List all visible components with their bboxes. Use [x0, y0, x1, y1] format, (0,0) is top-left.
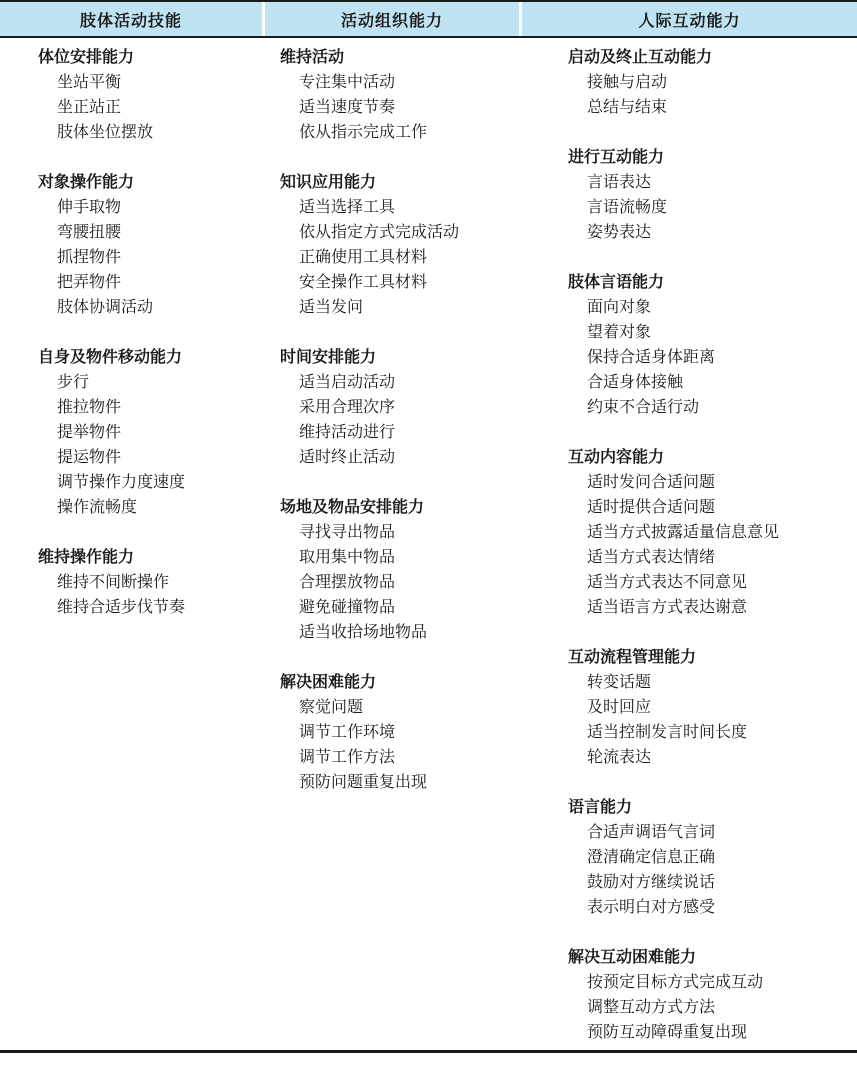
group-item: 预防问题重复出现 [299, 772, 428, 791]
group-item: 调整互动方式方法 [587, 997, 716, 1016]
skill-group [38, 169, 263, 319]
column-limb-skills [38, 44, 263, 644]
group-item: 适当语言方式表达谢意 [587, 597, 748, 616]
column-interpersonal [568, 44, 853, 1069]
group-item: 姿势表达 [587, 222, 652, 241]
group-item: 弯腰扭腰 [57, 222, 122, 241]
group-item: 适当方式披露适量信息意见 [587, 522, 780, 541]
group-item: 按预定目标方式完成互动 [587, 972, 764, 991]
group-item: 保持合适身体距离 [587, 347, 716, 366]
group-item: 维持合适步伐节奏 [57, 597, 186, 616]
skill-group [568, 644, 853, 769]
group-item: 依从指定方式完成活动 [299, 222, 460, 241]
group-item: 适时终止活动 [299, 447, 396, 466]
group-title: 维持活动 [280, 47, 345, 66]
group-item: 伸手取物 [57, 197, 122, 216]
group-item: 适当方式表达情绪 [587, 547, 716, 566]
skill-group [280, 494, 560, 644]
group-item: 总结与结束 [587, 97, 668, 116]
group-item: 适当启动活动 [299, 372, 396, 391]
group-item: 表示明白对方感受 [587, 897, 716, 916]
group-item: 维持不间断操作 [57, 572, 170, 591]
group-item: 推拉物件 [57, 397, 122, 416]
skill-group [568, 944, 853, 1044]
group-item: 言语流畅度 [587, 197, 668, 216]
group-item: 操作流畅度 [57, 497, 138, 516]
group-title: 知识应用能力 [280, 172, 377, 191]
column-activity-organization [280, 44, 560, 819]
group-item: 坐站平衡 [57, 72, 122, 91]
skill-group [568, 794, 853, 919]
group-title: 维持操作能力 [38, 547, 135, 566]
group-title: 启动及终止互动能力 [568, 47, 713, 66]
group-item: 调节工作方法 [299, 747, 396, 766]
skill-group [38, 44, 263, 144]
group-title: 时间安排能力 [280, 347, 377, 366]
group-item: 转变话题 [587, 672, 652, 691]
group-item: 采用合理次序 [299, 397, 396, 416]
table-header [0, 2, 857, 36]
group-title: 进行互动能力 [568, 147, 665, 166]
group-item: 提举物件 [57, 422, 122, 441]
skill-group [38, 544, 263, 619]
header-limb-skills: 肢体活动技能 [0, 2, 262, 36]
group-title: 自身及物件移动能力 [38, 347, 183, 366]
group-item: 适时提供合适问题 [587, 497, 716, 516]
group-item: 言语表达 [587, 172, 652, 191]
group-item: 及时回应 [587, 697, 652, 716]
skill-group [568, 444, 853, 619]
group-item: 调节工作环境 [299, 722, 396, 741]
header-activity-organization: 活动组织能力 [265, 2, 519, 36]
group-item: 取用集中物品 [299, 547, 396, 566]
group-title: 肢体言语能力 [568, 272, 665, 291]
group-item: 调节操作力度速度 [57, 472, 186, 491]
group-item: 适当控制发言时间长度 [587, 722, 748, 741]
group-item: 澄清确定信息正确 [587, 847, 716, 866]
header-rule [0, 36, 857, 38]
group-item: 鼓励对方继续说话 [587, 872, 716, 891]
group-title: 语言能力 [568, 797, 633, 816]
group-item: 寻找寻出物品 [299, 522, 396, 541]
group-item: 轮流表达 [587, 747, 652, 766]
group-item: 适当收拾场地物品 [299, 622, 428, 641]
group-item: 预防互动障碍重复出现 [587, 1022, 748, 1041]
group-title: 解决困难能力 [280, 672, 377, 691]
group-item: 适当发问 [299, 297, 364, 316]
skill-group [280, 44, 560, 144]
group-title: 场地及物品安排能力 [280, 497, 425, 516]
skill-group [38, 344, 263, 519]
group-item: 提运物件 [57, 447, 122, 466]
skill-group [280, 169, 560, 319]
group-item: 适当选择工具 [299, 197, 396, 216]
group-item: 维持活动进行 [299, 422, 396, 441]
group-item: 合适身体接触 [587, 372, 684, 391]
group-item: 肢体坐位摆放 [57, 122, 154, 141]
group-item: 肢体协调活动 [57, 297, 154, 316]
group-title: 互动内容能力 [568, 447, 665, 466]
group-item: 约束不合适行动 [587, 397, 700, 416]
group-item: 适当速度节奏 [299, 97, 396, 116]
group-item: 避免碰撞物品 [299, 597, 396, 616]
header-interpersonal: 人际互动能力 [522, 2, 857, 36]
group-title: 解决互动困难能力 [568, 947, 697, 966]
group-item: 接触与启动 [587, 72, 668, 91]
group-item: 坐正站正 [57, 97, 122, 116]
group-item: 依从指示完成工作 [299, 122, 428, 141]
skill-group [280, 669, 560, 794]
group-item: 安全操作工具材料 [299, 272, 428, 291]
skill-group [568, 44, 853, 119]
skill-group [568, 269, 853, 419]
group-item: 把弄物件 [57, 272, 122, 291]
bottom-rule [0, 1050, 857, 1053]
group-title: 体位安排能力 [38, 47, 135, 66]
group-item: 适时发问合适问题 [587, 472, 716, 491]
group-item: 抓捏物件 [57, 247, 122, 266]
group-title: 对象操作能力 [38, 172, 135, 191]
group-item: 面向对象 [587, 297, 652, 316]
skill-group [280, 344, 560, 469]
group-item: 步行 [57, 372, 90, 391]
group-title: 互动流程管理能力 [568, 647, 697, 666]
group-item: 合适声调语气言词 [587, 822, 716, 841]
group-item: 察觉问题 [299, 697, 364, 716]
group-item: 望着对象 [587, 322, 652, 341]
group-item: 适当方式表达不同意见 [587, 572, 748, 591]
group-item: 正确使用工具材料 [299, 247, 428, 266]
group-item: 合理摆放物品 [299, 572, 396, 591]
group-item: 专注集中活动 [299, 72, 396, 91]
skill-group [568, 144, 853, 244]
